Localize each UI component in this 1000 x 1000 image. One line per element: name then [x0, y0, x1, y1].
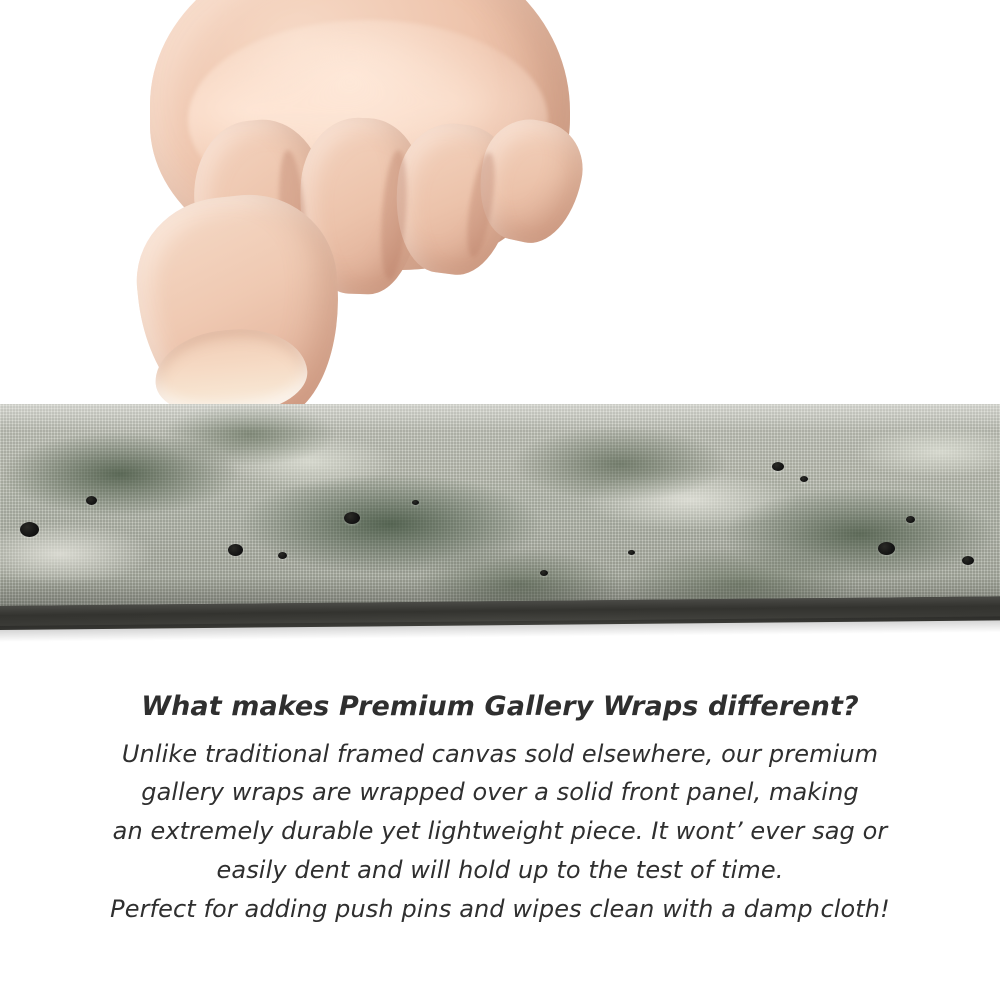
caption-line-1: Unlike traditional framed canvas sold elsewhere, our premium: [121, 739, 879, 768]
caption-block: [0, 690, 1000, 929]
caption-line-4: easily dent and will hold up to the test of time.: [216, 856, 784, 885]
canvas-blemish: [772, 462, 784, 471]
caption-line-2: gallery wraps are wrapped over a solid front panel, making: [141, 778, 859, 807]
canvas-blemish: [540, 570, 548, 576]
canvas-blemish: [628, 550, 635, 555]
canvas-top-highlight: [0, 404, 1000, 430]
canvas-blemish: [800, 476, 808, 482]
canvas-blemish: [20, 522, 39, 537]
caption-line-3: an extremely durable yet lightweight piece. It wont’ ever sag or: [112, 817, 888, 846]
canvas-blemish: [906, 516, 915, 523]
canvas-blemish: [228, 544, 243, 556]
canvas-blemish: [962, 556, 974, 565]
canvas-blemish: [86, 496, 97, 505]
hand-illustration: [0, 0, 1000, 420]
canvas-blemish: [412, 500, 419, 505]
canvas-blemish: [278, 552, 287, 559]
canvas-wrap-edge: [0, 404, 1000, 616]
canvas-blemish: [344, 512, 360, 524]
caption-heading: What makes Premium Gallery Wraps different?: [141, 691, 859, 722]
canvas-blemish: [878, 542, 895, 555]
caption-line-5: Perfect for adding push pins and wipes clean with a damp cloth!: [110, 895, 890, 924]
